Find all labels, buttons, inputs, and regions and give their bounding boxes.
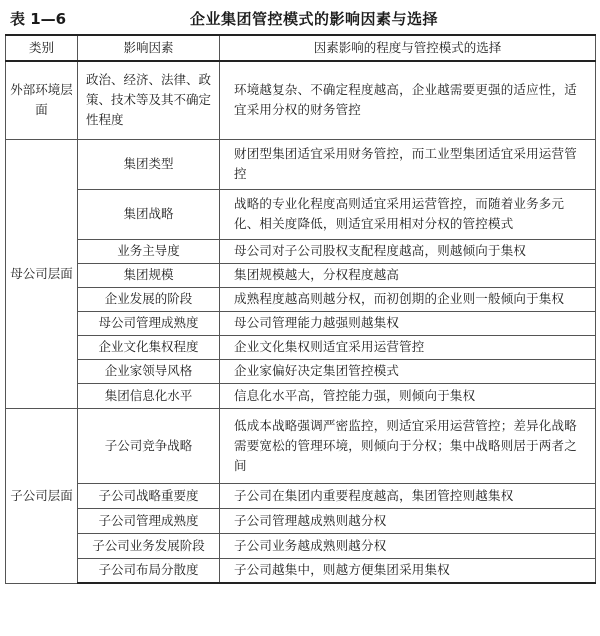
table-row xyxy=(6,263,596,287)
table-row xyxy=(6,61,596,139)
table-caption xyxy=(0,0,600,34)
impact-cell: 企业家偏好决定集团管控模式 xyxy=(220,359,596,383)
category-cell: 子公司层面 xyxy=(6,408,78,583)
factor-cell: 企业发展的阶段 xyxy=(78,287,220,311)
impact-cell: 战略的专业化程度高则适宜采用运营管控，而随着业务多元化、相关度降低，则适宜采用相对分权的管控模式 xyxy=(220,189,596,239)
factor-cell: 政治、经济、法律、政策、技术等及其不确定性程度 xyxy=(78,61,220,139)
table-row xyxy=(6,287,596,311)
factor-cell: 子公司竞争战略 xyxy=(78,408,220,483)
impact-cell: 低成本战略强调严密监控，则适宜采用运营管控；差异化战略需要宽松的管理环境，则倾向于分权；集中战略则居于两者之间 xyxy=(220,408,596,483)
table-row xyxy=(6,558,596,583)
impact-cell: 财团型集团适宜采用财务管控，而工业型集团适宜采用运营管控 xyxy=(220,139,596,189)
factors-table xyxy=(5,34,596,584)
impact-cell: 集团规模越大，分权程度越高 xyxy=(220,263,596,287)
table-number: 表 1—6 xyxy=(10,10,67,28)
factor-cell: 集团信息化水平 xyxy=(78,383,220,408)
table-row xyxy=(6,335,596,359)
table-row xyxy=(6,483,596,508)
factor-cell: 企业文化集权程度 xyxy=(78,335,220,359)
factor-cell: 子公司管理成熟度 xyxy=(78,508,220,533)
impact-cell: 成熟程度越高则越分权，而初创期的企业则一般倾向于集权 xyxy=(220,287,596,311)
table-row xyxy=(6,239,596,263)
header-impact: 因素影响的程度与管控模式的选择 xyxy=(220,35,596,61)
impact-cell: 子公司在集团内重要程度越高，集团管控则越集权 xyxy=(220,483,596,508)
factor-cell: 母公司管理成熟度 xyxy=(78,311,220,335)
factor-cell: 集团类型 xyxy=(78,139,220,189)
table-row xyxy=(6,139,596,189)
impact-cell: 环境越复杂、不确定程度越高，企业越需要更强的适应性，适宜采用分权的财务管控 xyxy=(220,61,596,139)
impact-cell: 母公司对子公司股权支配程度越高，则越倾向于集权 xyxy=(220,239,596,263)
table-row xyxy=(6,508,596,533)
header-category: 类别 xyxy=(6,35,78,61)
table-row xyxy=(6,383,596,408)
factor-cell: 集团战略 xyxy=(78,189,220,239)
factor-cell: 子公司业务发展阶段 xyxy=(78,533,220,558)
impact-cell: 企业文化集权则适宜采用运营管控 xyxy=(220,335,596,359)
factor-cell: 业务主导度 xyxy=(78,239,220,263)
impact-cell: 信息化水平高，管控能力强，则倾向于集权 xyxy=(220,383,596,408)
factor-cell: 子公司布局分散度 xyxy=(78,558,220,583)
table-row xyxy=(6,408,596,483)
table-row xyxy=(6,311,596,335)
category-cell: 母公司层面 xyxy=(6,139,78,408)
header-factor: 影响因素 xyxy=(78,35,220,61)
factor-cell: 企业家领导风格 xyxy=(78,359,220,383)
impact-cell: 子公司越集中，则越方便集团采用集权 xyxy=(220,558,596,583)
table-row xyxy=(6,533,596,558)
table-row xyxy=(6,359,596,383)
impact-cell: 子公司管理越成熟则越分权 xyxy=(220,508,596,533)
table-row xyxy=(6,189,596,239)
factor-cell: 集团规模 xyxy=(78,263,220,287)
table-title: 企业集团管控模式的影响因素与选择 xyxy=(190,10,439,28)
header-row xyxy=(6,35,596,61)
category-cell: 外部环境层面 xyxy=(6,61,78,139)
impact-cell: 子公司业务越成熟则越分权 xyxy=(220,533,596,558)
factor-cell: 子公司战略重要度 xyxy=(78,483,220,508)
impact-cell: 母公司管理能力越强则越集权 xyxy=(220,311,596,335)
